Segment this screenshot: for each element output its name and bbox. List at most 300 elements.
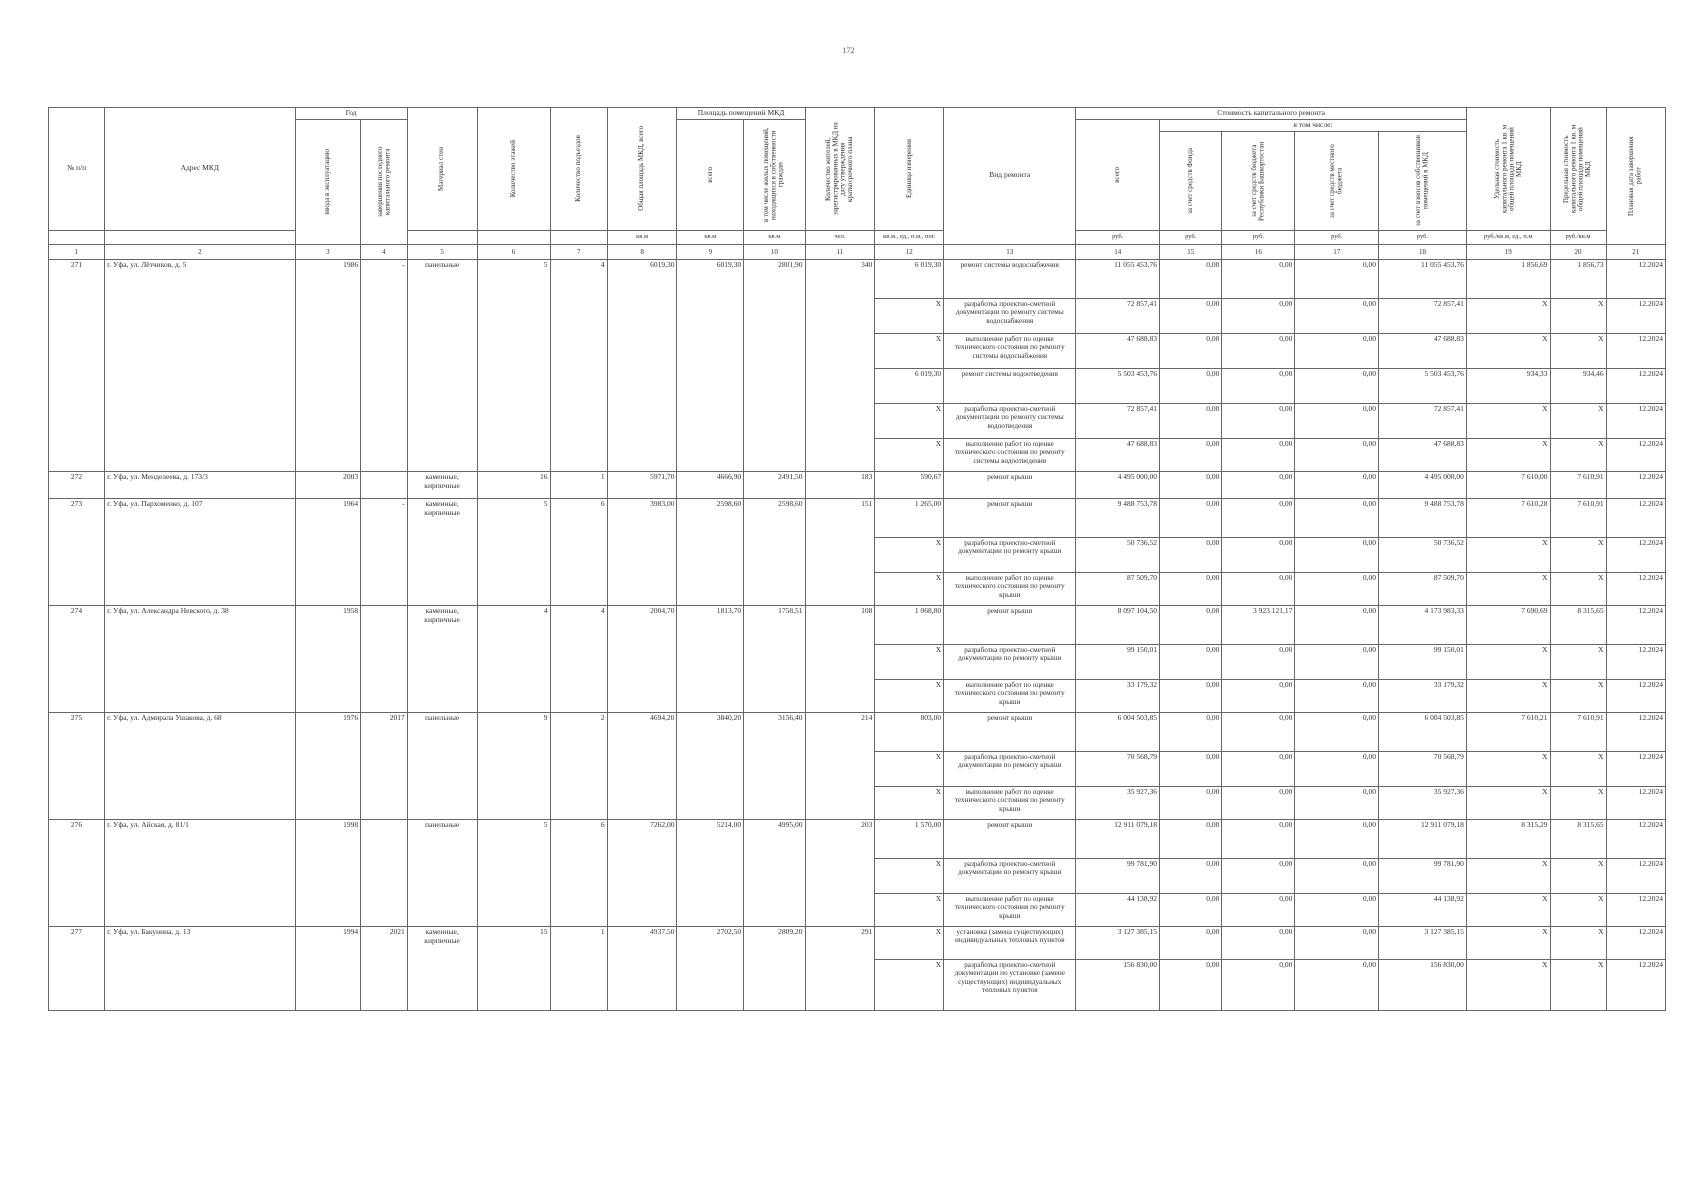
year-last-repair bbox=[361, 819, 408, 926]
limit-cost: X bbox=[1550, 786, 1606, 819]
specific-cost: X bbox=[1466, 679, 1550, 712]
header-year-last-repair: завершения последнего капитального ремонта bbox=[361, 119, 408, 244]
cost-republic: 0,00 bbox=[1222, 959, 1295, 1010]
specific-cost: X bbox=[1466, 644, 1550, 679]
planned-date: 12.2024 bbox=[1606, 438, 1665, 471]
header-year-group: Год bbox=[295, 108, 407, 120]
wall-material: каменные, кирпичные bbox=[407, 471, 477, 498]
column-number: 11 bbox=[805, 244, 875, 259]
premises-area-residential: 2809,20 bbox=[744, 926, 805, 1010]
cost-republic: 0,00 bbox=[1222, 926, 1295, 959]
building-address: г. Уфа, ул. Менделеева, д. 173/3 bbox=[105, 471, 295, 498]
cost-fund: 0,00 bbox=[1160, 298, 1222, 333]
column-number: 12 bbox=[875, 244, 944, 259]
work-type: ремонт крыши bbox=[944, 471, 1076, 498]
cost-owners: 5 503 453,76 bbox=[1379, 368, 1467, 403]
planned-date: 12.2024 bbox=[1606, 786, 1665, 819]
cost-fund: 0,00 bbox=[1160, 368, 1222, 403]
cost-republic: 0,00 bbox=[1222, 498, 1295, 537]
header-planned-date: Плановая дата завершения работ bbox=[1606, 108, 1665, 245]
planned-date: 12.2024 bbox=[1606, 959, 1665, 1010]
header-unit: Единица измерения bbox=[875, 108, 944, 231]
work-unit: X bbox=[875, 959, 944, 1010]
column-number: 4 bbox=[361, 244, 408, 259]
cost-republic: 0,00 bbox=[1222, 572, 1295, 605]
planned-date: 12.2024 bbox=[1606, 858, 1665, 893]
unit-cell: руб./кв.м, ед., п.м bbox=[1466, 230, 1550, 244]
unit-cell: кв.м., ед., п.м., пог. bbox=[875, 230, 944, 244]
specific-cost: X bbox=[1466, 858, 1550, 893]
work-type: ремонт крыши bbox=[944, 819, 1076, 858]
unit-cell: чел. bbox=[805, 230, 875, 244]
cost-total: 70 568,79 bbox=[1076, 751, 1160, 786]
cost-owners: 6 004 503,85 bbox=[1379, 712, 1467, 751]
table-row bbox=[49, 926, 1666, 959]
unit-cell: руб. bbox=[1076, 230, 1160, 244]
unit-cell: руб. bbox=[1222, 230, 1295, 244]
premises-area-total: 5214,00 bbox=[677, 819, 744, 926]
specific-cost: X bbox=[1466, 893, 1550, 926]
specific-cost: 7 610,21 bbox=[1466, 712, 1550, 751]
work-type: ремонт системы водоснабжения bbox=[944, 259, 1076, 298]
cost-fund: 0,00 bbox=[1160, 471, 1222, 498]
floors-count: 16 bbox=[477, 471, 550, 498]
column-number: 14 bbox=[1076, 244, 1160, 259]
year-last-repair: - bbox=[361, 498, 408, 605]
year-last-repair: 2017 bbox=[361, 712, 408, 819]
cost-fund: 0,00 bbox=[1160, 751, 1222, 786]
cost-owners: 44 138,92 bbox=[1379, 893, 1467, 926]
planned-date: 12.2024 bbox=[1606, 644, 1665, 679]
table-body bbox=[49, 259, 1666, 1010]
cost-owners: 9 488 753,78 bbox=[1379, 498, 1467, 537]
work-unit: 1 068,80 bbox=[875, 605, 944, 644]
premises-area-total: 2598,60 bbox=[677, 498, 744, 605]
column-number: 21 bbox=[1606, 244, 1665, 259]
column-number: 3 bbox=[295, 244, 361, 259]
floors-count: 4 bbox=[477, 605, 550, 712]
year-built: 2003 bbox=[295, 471, 361, 498]
cost-local: 0,00 bbox=[1295, 438, 1379, 471]
column-numbers-row bbox=[49, 244, 1666, 259]
cost-fund: 0,00 bbox=[1160, 605, 1222, 644]
table-row bbox=[49, 498, 1666, 537]
work-type: установка (замена существующих) индивидуальных тепловых пунктов bbox=[944, 926, 1076, 959]
entrances-count: 2 bbox=[550, 712, 607, 819]
header-num: № п/п bbox=[49, 108, 105, 231]
unit-cell: кв.м bbox=[607, 230, 677, 244]
cost-republic: 0,00 bbox=[1222, 819, 1295, 858]
floors-count: 5 bbox=[477, 819, 550, 926]
cost-owners: 70 568,79 bbox=[1379, 751, 1467, 786]
work-type: выполнение работ по оценке технического состояния по ремонту крыши bbox=[944, 572, 1076, 605]
planned-date: 12.2024 bbox=[1606, 679, 1665, 712]
floors-count: 15 bbox=[477, 926, 550, 1010]
cost-total: 44 138,92 bbox=[1076, 893, 1160, 926]
cost-total: 12 911 079,18 bbox=[1076, 819, 1160, 858]
header-total-area: Общая площадь МКД, всего bbox=[607, 108, 677, 231]
work-unit: X bbox=[875, 786, 944, 819]
planned-date: 12.2024 bbox=[1606, 819, 1665, 858]
work-unit: 6 019,30 bbox=[875, 259, 944, 298]
work-type: выполнение работ по оценке технического состояния по ремонту крыши bbox=[944, 679, 1076, 712]
work-unit: X bbox=[875, 333, 944, 368]
work-unit: 1 570,00 bbox=[875, 819, 944, 858]
cost-local: 0,00 bbox=[1295, 926, 1379, 959]
entrances-count: 6 bbox=[550, 498, 607, 605]
cost-total: 11 055 453,76 bbox=[1076, 259, 1160, 298]
cost-owners: 99 150,01 bbox=[1379, 644, 1467, 679]
specific-cost: 7 610,00 bbox=[1466, 471, 1550, 498]
cost-fund: 0,00 bbox=[1160, 403, 1222, 438]
residents-count: 183 bbox=[805, 471, 875, 498]
limit-cost: X bbox=[1550, 298, 1606, 333]
residents-count: 203 bbox=[805, 819, 875, 926]
work-unit: 1 265,00 bbox=[875, 498, 944, 537]
table-row bbox=[49, 605, 1666, 644]
year-built: 1994 bbox=[295, 926, 361, 1010]
building-address: г. Уфа, ул. Лётчиков, д. 5 bbox=[105, 259, 295, 471]
header-work-type: Вид ремонта bbox=[944, 108, 1076, 245]
cost-republic: 0,00 bbox=[1222, 644, 1295, 679]
floors-count: 5 bbox=[477, 498, 550, 605]
specific-cost: 1 856,69 bbox=[1466, 259, 1550, 298]
wall-material: каменные, кирпичные bbox=[407, 926, 477, 1010]
limit-cost: X bbox=[1550, 403, 1606, 438]
header-limit-cost: Предельная стоимость капитального ремонта 1 кв. м общей площади помещений МКД bbox=[1550, 108, 1606, 231]
cost-local: 0,00 bbox=[1295, 959, 1379, 1010]
cost-republic: 0,00 bbox=[1222, 298, 1295, 333]
cost-local: 0,00 bbox=[1295, 644, 1379, 679]
specific-cost: X bbox=[1466, 298, 1550, 333]
limit-cost: 934,46 bbox=[1550, 368, 1606, 403]
specific-cost: X bbox=[1466, 926, 1550, 959]
limit-cost: X bbox=[1550, 438, 1606, 471]
header-address: Адрес МКД bbox=[105, 108, 295, 231]
cost-fund: 0,00 bbox=[1160, 959, 1222, 1010]
header-cost-total: всего bbox=[1076, 119, 1160, 230]
cost-local: 0,00 bbox=[1295, 333, 1379, 368]
specific-cost: 8 315,29 bbox=[1466, 819, 1550, 858]
cost-owners: 99 781,90 bbox=[1379, 858, 1467, 893]
planned-date: 12.2024 bbox=[1606, 751, 1665, 786]
entrances-count: 4 bbox=[550, 605, 607, 712]
header-year-commission: ввода в эксплуатацию bbox=[295, 119, 361, 244]
year-last-repair: - bbox=[361, 259, 408, 471]
work-unit: X bbox=[875, 679, 944, 712]
total-area: 5971,70 bbox=[607, 471, 677, 498]
premises-area-total: 1813,70 bbox=[677, 605, 744, 712]
planned-date: 12.2024 bbox=[1606, 537, 1665, 572]
building-address: г. Уфа, ул. Пархоменко, д. 107 bbox=[105, 498, 295, 605]
year-built: 1964 bbox=[295, 498, 361, 605]
header-residents: Количество жителей, зарегистрированных в МКД на дату утверждения краткосрочного плана bbox=[805, 108, 875, 231]
building-address: г. Уфа, ул. Бакунина, д. 13 bbox=[105, 926, 295, 1010]
planned-date: 12.2024 bbox=[1606, 498, 1665, 537]
cost-local: 0,00 bbox=[1295, 259, 1379, 298]
table-header bbox=[49, 108, 1666, 260]
work-unit: X bbox=[875, 537, 944, 572]
wall-material: панельные bbox=[407, 712, 477, 819]
cost-republic: 0,00 bbox=[1222, 893, 1295, 926]
cost-local: 0,00 bbox=[1295, 858, 1379, 893]
work-unit: X bbox=[875, 858, 944, 893]
work-unit: X bbox=[875, 893, 944, 926]
planned-date: 12.2024 bbox=[1606, 572, 1665, 605]
unit-cell bbox=[477, 230, 550, 244]
cost-local: 0,00 bbox=[1295, 498, 1379, 537]
year-last-repair: 2021 bbox=[361, 926, 408, 1010]
column-number: 15 bbox=[1160, 244, 1222, 259]
total-area: 3983,00 bbox=[607, 498, 677, 605]
limit-cost: 1 856,73 bbox=[1550, 259, 1606, 298]
cost-owners: 3 127 385,15 bbox=[1379, 926, 1467, 959]
cost-total: 4 495 000,00 bbox=[1076, 471, 1160, 498]
cost-owners: 11 055 453,76 bbox=[1379, 259, 1467, 298]
cost-owners: 47 688,83 bbox=[1379, 438, 1467, 471]
specific-cost: 7 610,28 bbox=[1466, 498, 1550, 537]
limit-cost: 8 315,65 bbox=[1550, 605, 1606, 644]
cost-fund: 0,00 bbox=[1160, 438, 1222, 471]
cost-total: 72 857,41 bbox=[1076, 403, 1160, 438]
cost-owners: 47 688,83 bbox=[1379, 333, 1467, 368]
column-number: 17 bbox=[1295, 244, 1379, 259]
cost-republic: 0,00 bbox=[1222, 751, 1295, 786]
building-address: г. Уфа, ул. Александра Невского, д. 38 bbox=[105, 605, 295, 712]
planned-date: 12.2024 bbox=[1606, 605, 1665, 644]
specific-cost: X bbox=[1466, 438, 1550, 471]
limit-cost: X bbox=[1550, 858, 1606, 893]
cost-republic: 0,00 bbox=[1222, 786, 1295, 819]
repair-plan-table bbox=[48, 107, 1666, 1011]
unit-cell bbox=[407, 230, 477, 244]
specific-cost: X bbox=[1466, 751, 1550, 786]
residents-count: 340 bbox=[805, 259, 875, 471]
cost-fund: 0,00 bbox=[1160, 786, 1222, 819]
work-type: ремонт крыши bbox=[944, 712, 1076, 751]
entrances-count: 4 bbox=[550, 259, 607, 471]
work-unit: X bbox=[875, 298, 944, 333]
building-address: г. Уфа, ул. Адмирала Ушакова, д. 68 bbox=[105, 712, 295, 819]
work-type: выполнение работ по оценке технического состояния по ремонту системы водоснабжения bbox=[944, 333, 1076, 368]
year-built: 1998 bbox=[295, 819, 361, 926]
work-unit: 6 019,30 bbox=[875, 368, 944, 403]
premises-area-total: 2702,50 bbox=[677, 926, 744, 1010]
unit-cell: руб. bbox=[1295, 230, 1379, 244]
cost-republic: 0,00 bbox=[1222, 403, 1295, 438]
year-built: 1976 bbox=[295, 712, 361, 819]
cost-total: 47 688,83 bbox=[1076, 438, 1160, 471]
building-number: 276 bbox=[49, 819, 105, 926]
limit-cost: X bbox=[1550, 926, 1606, 959]
units-row bbox=[49, 230, 1666, 244]
cost-fund: 0,00 bbox=[1160, 679, 1222, 712]
total-area: 4694,20 bbox=[607, 712, 677, 819]
residents-count: 151 bbox=[805, 498, 875, 605]
floors-count: 9 bbox=[477, 712, 550, 819]
cost-local: 0,00 bbox=[1295, 893, 1379, 926]
work-unit: 803,00 bbox=[875, 712, 944, 751]
work-type: выполнение работ по оценке технического состояния по ремонту крыши bbox=[944, 893, 1076, 926]
specific-cost: X bbox=[1466, 786, 1550, 819]
cost-fund: 0,00 bbox=[1160, 498, 1222, 537]
limit-cost: X bbox=[1550, 893, 1606, 926]
residents-count: 108 bbox=[805, 605, 875, 712]
building-number: 274 bbox=[49, 605, 105, 712]
column-number: 8 bbox=[607, 244, 677, 259]
cost-owners: 4 173 983,33 bbox=[1379, 605, 1467, 644]
column-number: 10 bbox=[744, 244, 805, 259]
work-type: ремонт крыши bbox=[944, 498, 1076, 537]
cost-local: 0,00 bbox=[1295, 679, 1379, 712]
wall-material: панельные bbox=[407, 819, 477, 926]
cost-total: 5 503 453,76 bbox=[1076, 368, 1160, 403]
cost-owners: 12 911 079,18 bbox=[1379, 819, 1467, 858]
column-number: 2 bbox=[105, 244, 295, 259]
header-premises-area-group: Площадь помещений МКД bbox=[677, 108, 805, 120]
limit-cost: X bbox=[1550, 644, 1606, 679]
cost-republic: 0,00 bbox=[1222, 333, 1295, 368]
cost-local: 0,00 bbox=[1295, 368, 1379, 403]
cost-local: 0,00 bbox=[1295, 537, 1379, 572]
year-built: 1986 bbox=[295, 259, 361, 471]
header-area-total: всего bbox=[677, 119, 744, 230]
premises-area-total: 4666,90 bbox=[677, 471, 744, 498]
cost-republic: 0,00 bbox=[1222, 368, 1295, 403]
cost-local: 0,00 bbox=[1295, 751, 1379, 786]
building-number: 272 bbox=[49, 471, 105, 498]
cost-total: 99 781,90 bbox=[1076, 858, 1160, 893]
specific-cost: X bbox=[1466, 959, 1550, 1010]
cost-local: 0,00 bbox=[1295, 471, 1379, 498]
premises-area-total: 3840,20 bbox=[677, 712, 744, 819]
premises-area-residential: 4995,00 bbox=[744, 819, 805, 926]
cost-local: 0,00 bbox=[1295, 572, 1379, 605]
unit-cell: руб./кв.м bbox=[1550, 230, 1606, 244]
work-type: ремонт системы водоотведения bbox=[944, 368, 1076, 403]
year-last-repair bbox=[361, 471, 408, 498]
cost-fund: 0,00 bbox=[1160, 644, 1222, 679]
unit-cell: кв.м bbox=[744, 230, 805, 244]
header-cost-local: за счет средств местного бюджета bbox=[1295, 131, 1379, 230]
work-type: ремонт крыши bbox=[944, 605, 1076, 644]
cost-total: 99 150,01 bbox=[1076, 644, 1160, 679]
column-number: 5 bbox=[407, 244, 477, 259]
cost-republic: 3 923 121,17 bbox=[1222, 605, 1295, 644]
cost-republic: 0,00 bbox=[1222, 259, 1295, 298]
column-number: 6 bbox=[477, 244, 550, 259]
work-type: разработка проектно-сметной документации по установке (замене существующих) индивидуальных тепловых пунктов bbox=[944, 959, 1076, 1010]
limit-cost: X bbox=[1550, 333, 1606, 368]
planned-date: 12.2024 bbox=[1606, 403, 1665, 438]
cost-total: 87 509,70 bbox=[1076, 572, 1160, 605]
cost-fund: 0,00 bbox=[1160, 819, 1222, 858]
unit-cell bbox=[105, 230, 295, 244]
cost-republic: 0,00 bbox=[1222, 712, 1295, 751]
cost-total: 3 127 385,15 bbox=[1076, 926, 1160, 959]
cost-fund: 0,00 bbox=[1160, 333, 1222, 368]
column-number: 1 bbox=[49, 244, 105, 259]
total-area: 7262,00 bbox=[607, 819, 677, 926]
work-type: разработка проектно-сметной документации по ремонту системы водоснабжения bbox=[944, 298, 1076, 333]
limit-cost: 7 610,91 bbox=[1550, 471, 1606, 498]
residents-count: 214 bbox=[805, 712, 875, 819]
column-number: 16 bbox=[1222, 244, 1295, 259]
work-type: разработка проектно-сметной документации по ремонту крыши bbox=[944, 751, 1076, 786]
work-type: выполнение работ по оценке технического состояния по ремонту системы водоотведения bbox=[944, 438, 1076, 471]
cost-republic: 0,00 bbox=[1222, 537, 1295, 572]
planned-date: 12.2024 bbox=[1606, 333, 1665, 368]
cost-total: 50 736,52 bbox=[1076, 537, 1160, 572]
specific-cost: X bbox=[1466, 403, 1550, 438]
specific-cost: 934,33 bbox=[1466, 368, 1550, 403]
work-type: разработка проектно-сметной документации по ремонту крыши bbox=[944, 537, 1076, 572]
work-type: разработка проектно-сметной документации по ремонту крыши bbox=[944, 858, 1076, 893]
work-unit: 590,67 bbox=[875, 471, 944, 498]
cost-owners: 4 495 000,00 bbox=[1379, 471, 1467, 498]
limit-cost: X bbox=[1550, 751, 1606, 786]
planned-date: 12.2024 bbox=[1606, 893, 1665, 926]
building-number: 277 bbox=[49, 926, 105, 1010]
unit-cell: кв.м bbox=[677, 230, 744, 244]
building-number: 273 bbox=[49, 498, 105, 605]
cost-owners: 72 857,41 bbox=[1379, 403, 1467, 438]
column-number: 19 bbox=[1466, 244, 1550, 259]
limit-cost: X bbox=[1550, 572, 1606, 605]
specific-cost: X bbox=[1466, 537, 1550, 572]
cost-local: 0,00 bbox=[1295, 819, 1379, 858]
cost-total: 9 488 753,78 bbox=[1076, 498, 1160, 537]
premises-area-total: 6019,30 bbox=[677, 259, 744, 471]
cost-fund: 0,00 bbox=[1160, 858, 1222, 893]
cost-total: 33 179,32 bbox=[1076, 679, 1160, 712]
header-wall-material: Материал стен bbox=[407, 108, 477, 231]
cost-owners: 156 830,00 bbox=[1379, 959, 1467, 1010]
cost-fund: 0,00 bbox=[1160, 572, 1222, 605]
table-row bbox=[49, 471, 1666, 498]
header-including: в том числе: bbox=[1160, 119, 1467, 131]
header-floors: Количество этажей bbox=[477, 108, 550, 231]
wall-material: каменные, кирпичные bbox=[407, 498, 477, 605]
cost-fund: 0,00 bbox=[1160, 893, 1222, 926]
planned-date: 12.2024 bbox=[1606, 926, 1665, 959]
limit-cost: 7 610,91 bbox=[1550, 498, 1606, 537]
cost-owners: 72 857,41 bbox=[1379, 298, 1467, 333]
cost-owners: 87 509,70 bbox=[1379, 572, 1467, 605]
cost-fund: 0,00 bbox=[1160, 537, 1222, 572]
work-unit: X bbox=[875, 438, 944, 471]
header-specific-cost: Удельная стоимость капитального ремонта 1 кв. м общей площади помещений МКД bbox=[1466, 108, 1550, 231]
header-cost-group: Стоимость капитального ремонта bbox=[1076, 108, 1467, 120]
premises-area-residential: 1758,51 bbox=[744, 605, 805, 712]
cost-fund: 0,00 bbox=[1160, 712, 1222, 751]
planned-date: 12.2024 bbox=[1606, 368, 1665, 403]
table-row bbox=[49, 819, 1666, 858]
floors-count: 5 bbox=[477, 259, 550, 471]
unit-cell bbox=[49, 230, 105, 244]
cost-republic: 0,00 bbox=[1222, 438, 1295, 471]
header-area-residential: в том числе жилых помещений, находящихся в собственности граждан bbox=[744, 119, 805, 230]
column-number: 9 bbox=[677, 244, 744, 259]
limit-cost: X bbox=[1550, 959, 1606, 1010]
entrances-count: 1 bbox=[550, 471, 607, 498]
header-cost-fund: за счет средств Фонда bbox=[1160, 131, 1222, 230]
header-entrances: Количество подъездов bbox=[550, 108, 607, 231]
wall-material: панельные bbox=[407, 259, 477, 471]
year-built: 1958 bbox=[295, 605, 361, 712]
work-unit: X bbox=[875, 926, 944, 959]
building-number: 275 bbox=[49, 712, 105, 819]
